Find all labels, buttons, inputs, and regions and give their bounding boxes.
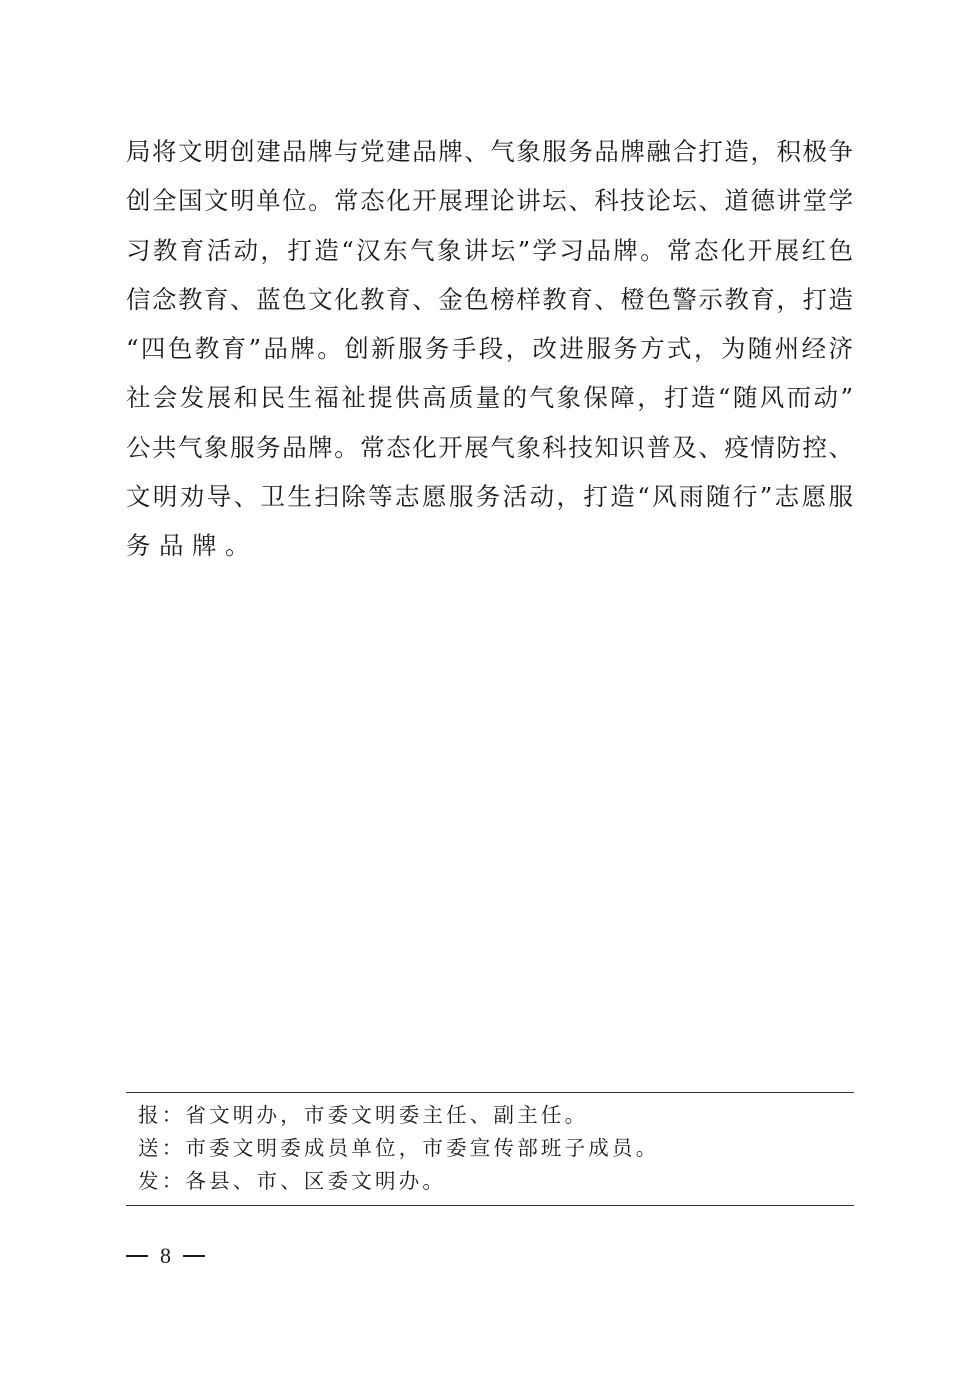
dash-decoration — [183, 1255, 205, 1257]
body-line: 文明劝导、卫生扫除等志愿服务活动，打造“风雨随行”志愿服 — [126, 482, 853, 512]
distribution-list — [126, 1092, 854, 1206]
distribution-label: 报： — [138, 1103, 186, 1127]
body-line: “四色教育”品牌。创新服务手段，改进服务方式，为随州经济 — [126, 334, 853, 364]
body-line: 公共气象服务品牌。常态化开展气象科技知识普及、疫情防控、 — [126, 432, 853, 462]
body-line: 局将文明创建品牌与党建品牌、气象服务品牌融合打造，积极争 — [126, 137, 853, 166]
distribution-label: 送： — [138, 1136, 186, 1160]
distribution-issue-to — [138, 1165, 446, 1198]
distribution-text: 各县、市、区委文明办。 — [185, 1169, 447, 1193]
body-line: 习教育活动，打造“汉东气象讲坛”学习品牌。常态化开展红色 — [126, 235, 853, 265]
distribution-text: 市委文明委成员单位，市委宣传部班子成员。 — [185, 1136, 660, 1160]
page-number — [126, 1240, 205, 1273]
body-paragraph — [126, 127, 853, 571]
body-line: 创全国文明单位。常态化开展理论讲坛、科技论坛、道德讲堂学 — [126, 186, 853, 216]
page-number-value: 8 — [160, 1243, 171, 1268]
distribution-send-to — [138, 1132, 659, 1165]
distribution-label: 发： — [138, 1169, 186, 1193]
body-line: 社会发展和民生福祉提供高质量的气象保障，打造“随风而动” — [126, 383, 853, 413]
distribution-report-to — [138, 1099, 588, 1132]
body-line: 务品牌。 — [126, 531, 258, 561]
distribution-text: 省文明办，市委文明委主任、副主任。 — [185, 1103, 589, 1127]
body-line: 信念教育、蓝色文化教育、金色榜样教育、橙色警示教育，打造 — [126, 284, 853, 314]
dash-decoration — [126, 1255, 148, 1257]
